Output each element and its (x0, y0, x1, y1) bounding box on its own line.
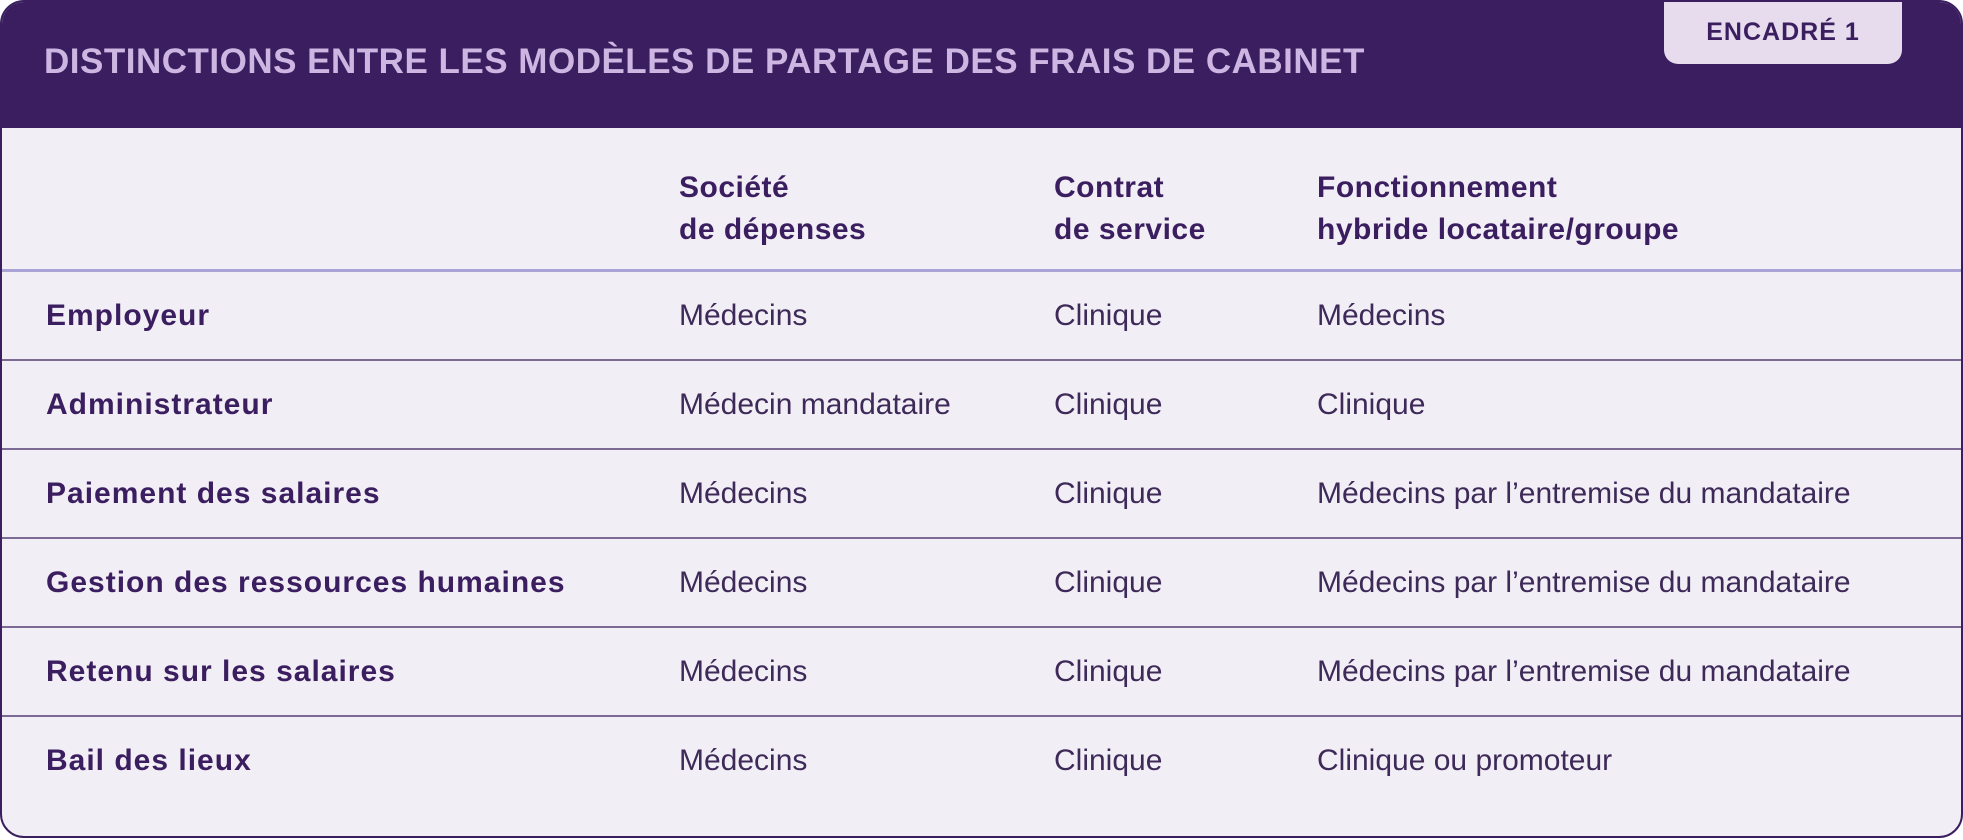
table-cell: Médecins (679, 654, 808, 688)
column-header-line: Fonctionnement (1317, 171, 1558, 204)
table-cell: Clinique ou promoteur (1317, 743, 1613, 777)
table-cell: Clinique (1054, 565, 1163, 599)
table-cell: Clinique (1054, 387, 1163, 421)
table-row (2, 628, 1961, 717)
column-header-hybrid (1317, 167, 1679, 251)
row-label: Administrateur (46, 387, 274, 421)
column-header-service-contract (1054, 167, 1206, 251)
table-cell: Médecins (679, 476, 808, 510)
table-cell: Médecins par l’entremise du mandataire (1317, 565, 1851, 599)
comparison-table (2, 128, 1961, 806)
table-cell: Médecins (679, 565, 808, 599)
table-row (2, 539, 1961, 628)
table-row (2, 450, 1961, 539)
column-header-line: de service (1054, 213, 1206, 246)
row-label: Employeur (46, 298, 211, 332)
column-header-line: Société (679, 171, 790, 204)
table-header-row (2, 128, 1961, 272)
table-cell: Médecins par l’entremise du mandataire (1317, 654, 1851, 688)
table-cell: Médecins (679, 743, 808, 777)
box-header (2, 2, 1961, 128)
table-row (2, 717, 1961, 806)
table-cell: Clinique (1054, 298, 1163, 332)
column-header-expense-company (679, 167, 866, 251)
table-cell: Clinique (1054, 743, 1163, 777)
table-cell: Médecins par l’entremise du mandataire (1317, 476, 1851, 510)
table-cell: Médecin mandataire (679, 387, 951, 421)
row-label: Retenu sur les salaires (46, 654, 396, 688)
row-label: Gestion des ressources humaines (46, 565, 566, 599)
table-cell: Médecins (1317, 298, 1446, 332)
box-badge: ENCADRÉ 1 (1664, 0, 1902, 64)
column-header-line: hybride locataire/groupe (1317, 213, 1680, 246)
table-cell: Clinique (1054, 476, 1163, 510)
column-header-line: Contrat (1054, 171, 1165, 204)
table-cell: Clinique (1054, 654, 1163, 688)
table-cell: Médecins (679, 298, 808, 332)
row-label: Paiement des salaires (46, 476, 381, 510)
table-row (2, 361, 1961, 450)
box-title: DISTINCTIONS ENTRE LES MODÈLES DE PARTAGE DES FRAIS DE CABINET (44, 42, 1365, 81)
row-label: Bail des lieux (46, 743, 252, 777)
table-row (2, 272, 1961, 361)
column-header-line: de dépenses (679, 213, 867, 246)
table-cell: Clinique (1317, 387, 1426, 421)
